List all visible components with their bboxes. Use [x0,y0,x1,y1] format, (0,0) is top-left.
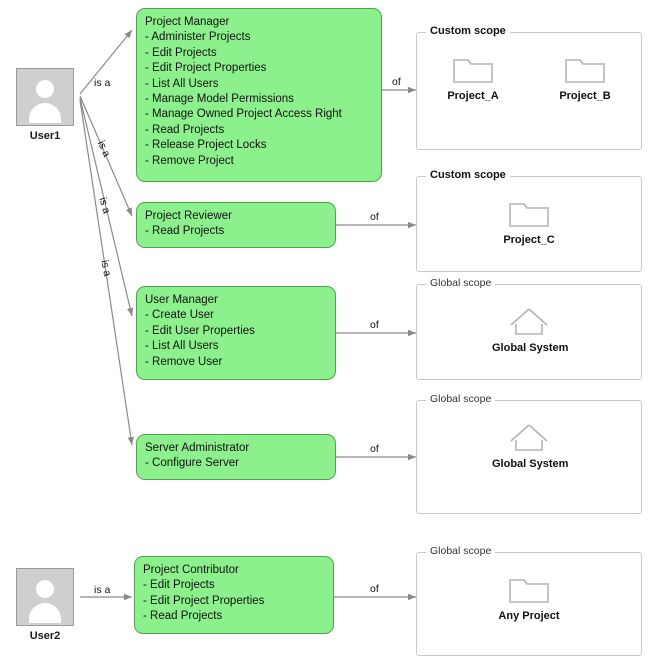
actor-user2[interactable] [14,568,76,642]
role-server-administrator[interactable] [136,434,336,480]
scope-custom-2[interactable] [416,169,642,272]
scope-item-label: Project_B [559,90,611,102]
home-icon [507,419,551,455]
list-item: - Manage Owned Project Access Right [145,108,342,121]
scope-title: Custom scope [426,25,510,37]
list-item: - Remove Project [145,154,234,167]
role-project-contributor[interactable] [134,556,334,634]
role-permission-list [145,308,327,370]
scope-custom-1[interactable] [416,25,642,150]
role-permission-list [143,578,325,624]
home-icon [507,303,551,339]
role-title: Project Reviewer [145,210,232,222]
folder-icon [507,195,551,231]
actor-user1[interactable] [14,68,76,142]
list-item: - Read Projects [145,123,225,136]
edge-label-is-a: is a [98,259,114,278]
role-title: Project Manager [145,16,230,28]
list-item: - Configure Server [145,457,239,470]
scope-global-3[interactable] [416,545,642,656]
list-item: - Edit Project Properties [143,594,265,607]
scope-item-label: Global System [492,458,569,470]
scope-item[interactable] [492,195,566,246]
folder-icon [451,51,495,87]
list-item: - Edit Projects [145,46,217,59]
scope-item[interactable] [492,303,569,354]
edge-label-is-a: is a [94,584,111,596]
scope-item[interactable] [436,51,510,102]
list-item: - Edit User Properties [145,324,255,337]
scope-item[interactable] [492,571,566,622]
scope-item-label: Project_C [503,234,555,246]
role-project-reviewer[interactable] [136,202,336,248]
edge-label-of: of [392,76,401,88]
role-title: User Manager [145,294,218,306]
list-item: - List All Users [145,340,219,353]
edge-label-of: of [370,583,379,595]
scope-item-label: Global System [492,342,569,354]
actor-label: User2 [29,630,61,642]
list-item: - Administer Projects [145,31,251,44]
scope-item[interactable] [492,419,569,470]
edge-label-is-a: is a [96,196,113,216]
scope-item-label: Project_A [447,90,499,102]
role-title: Project Contributor [143,564,239,576]
scope-title: Global scope [426,277,495,289]
scope-item[interactable] [548,51,622,102]
scope-item-label: Any Project [498,610,560,622]
folder-icon [563,51,607,87]
user-avatar-icon [16,568,74,626]
edge-label-is-a: is a [95,139,113,159]
scope-title: Global scope [426,545,495,557]
edge-label-of: of [370,319,379,331]
role-permission-list [145,30,373,169]
scope-global-1[interactable] [416,277,642,380]
role-user-manager[interactable] [136,286,336,380]
scope-title: Global scope [426,393,495,405]
edge-label-of: of [370,443,379,455]
list-item: - Remove User [145,355,223,368]
list-item: - Release Project Locks [145,139,267,152]
folder-icon [507,571,551,607]
list-item: - Edit Projects [143,579,215,592]
list-item: - Manage Model Permissions [145,93,294,106]
list-item: - Create User [145,309,215,322]
role-permission-list [145,456,327,471]
role-title: Server Administrator [145,442,250,454]
actor-label: User1 [29,130,61,142]
user-avatar-icon [16,68,74,126]
scope-title: Custom scope [426,169,510,181]
list-item: - Read Projects [145,225,225,238]
role-project-manager[interactable] [136,8,382,182]
scope-global-2[interactable] [416,393,642,514]
edge-label-of: of [370,211,379,223]
list-item: - List All Users [145,77,219,90]
list-item: - Edit Project Properties [145,62,267,75]
role-permission-list [145,224,327,239]
list-item: - Read Projects [143,610,223,623]
edge-label-is-a: is a [94,77,111,89]
